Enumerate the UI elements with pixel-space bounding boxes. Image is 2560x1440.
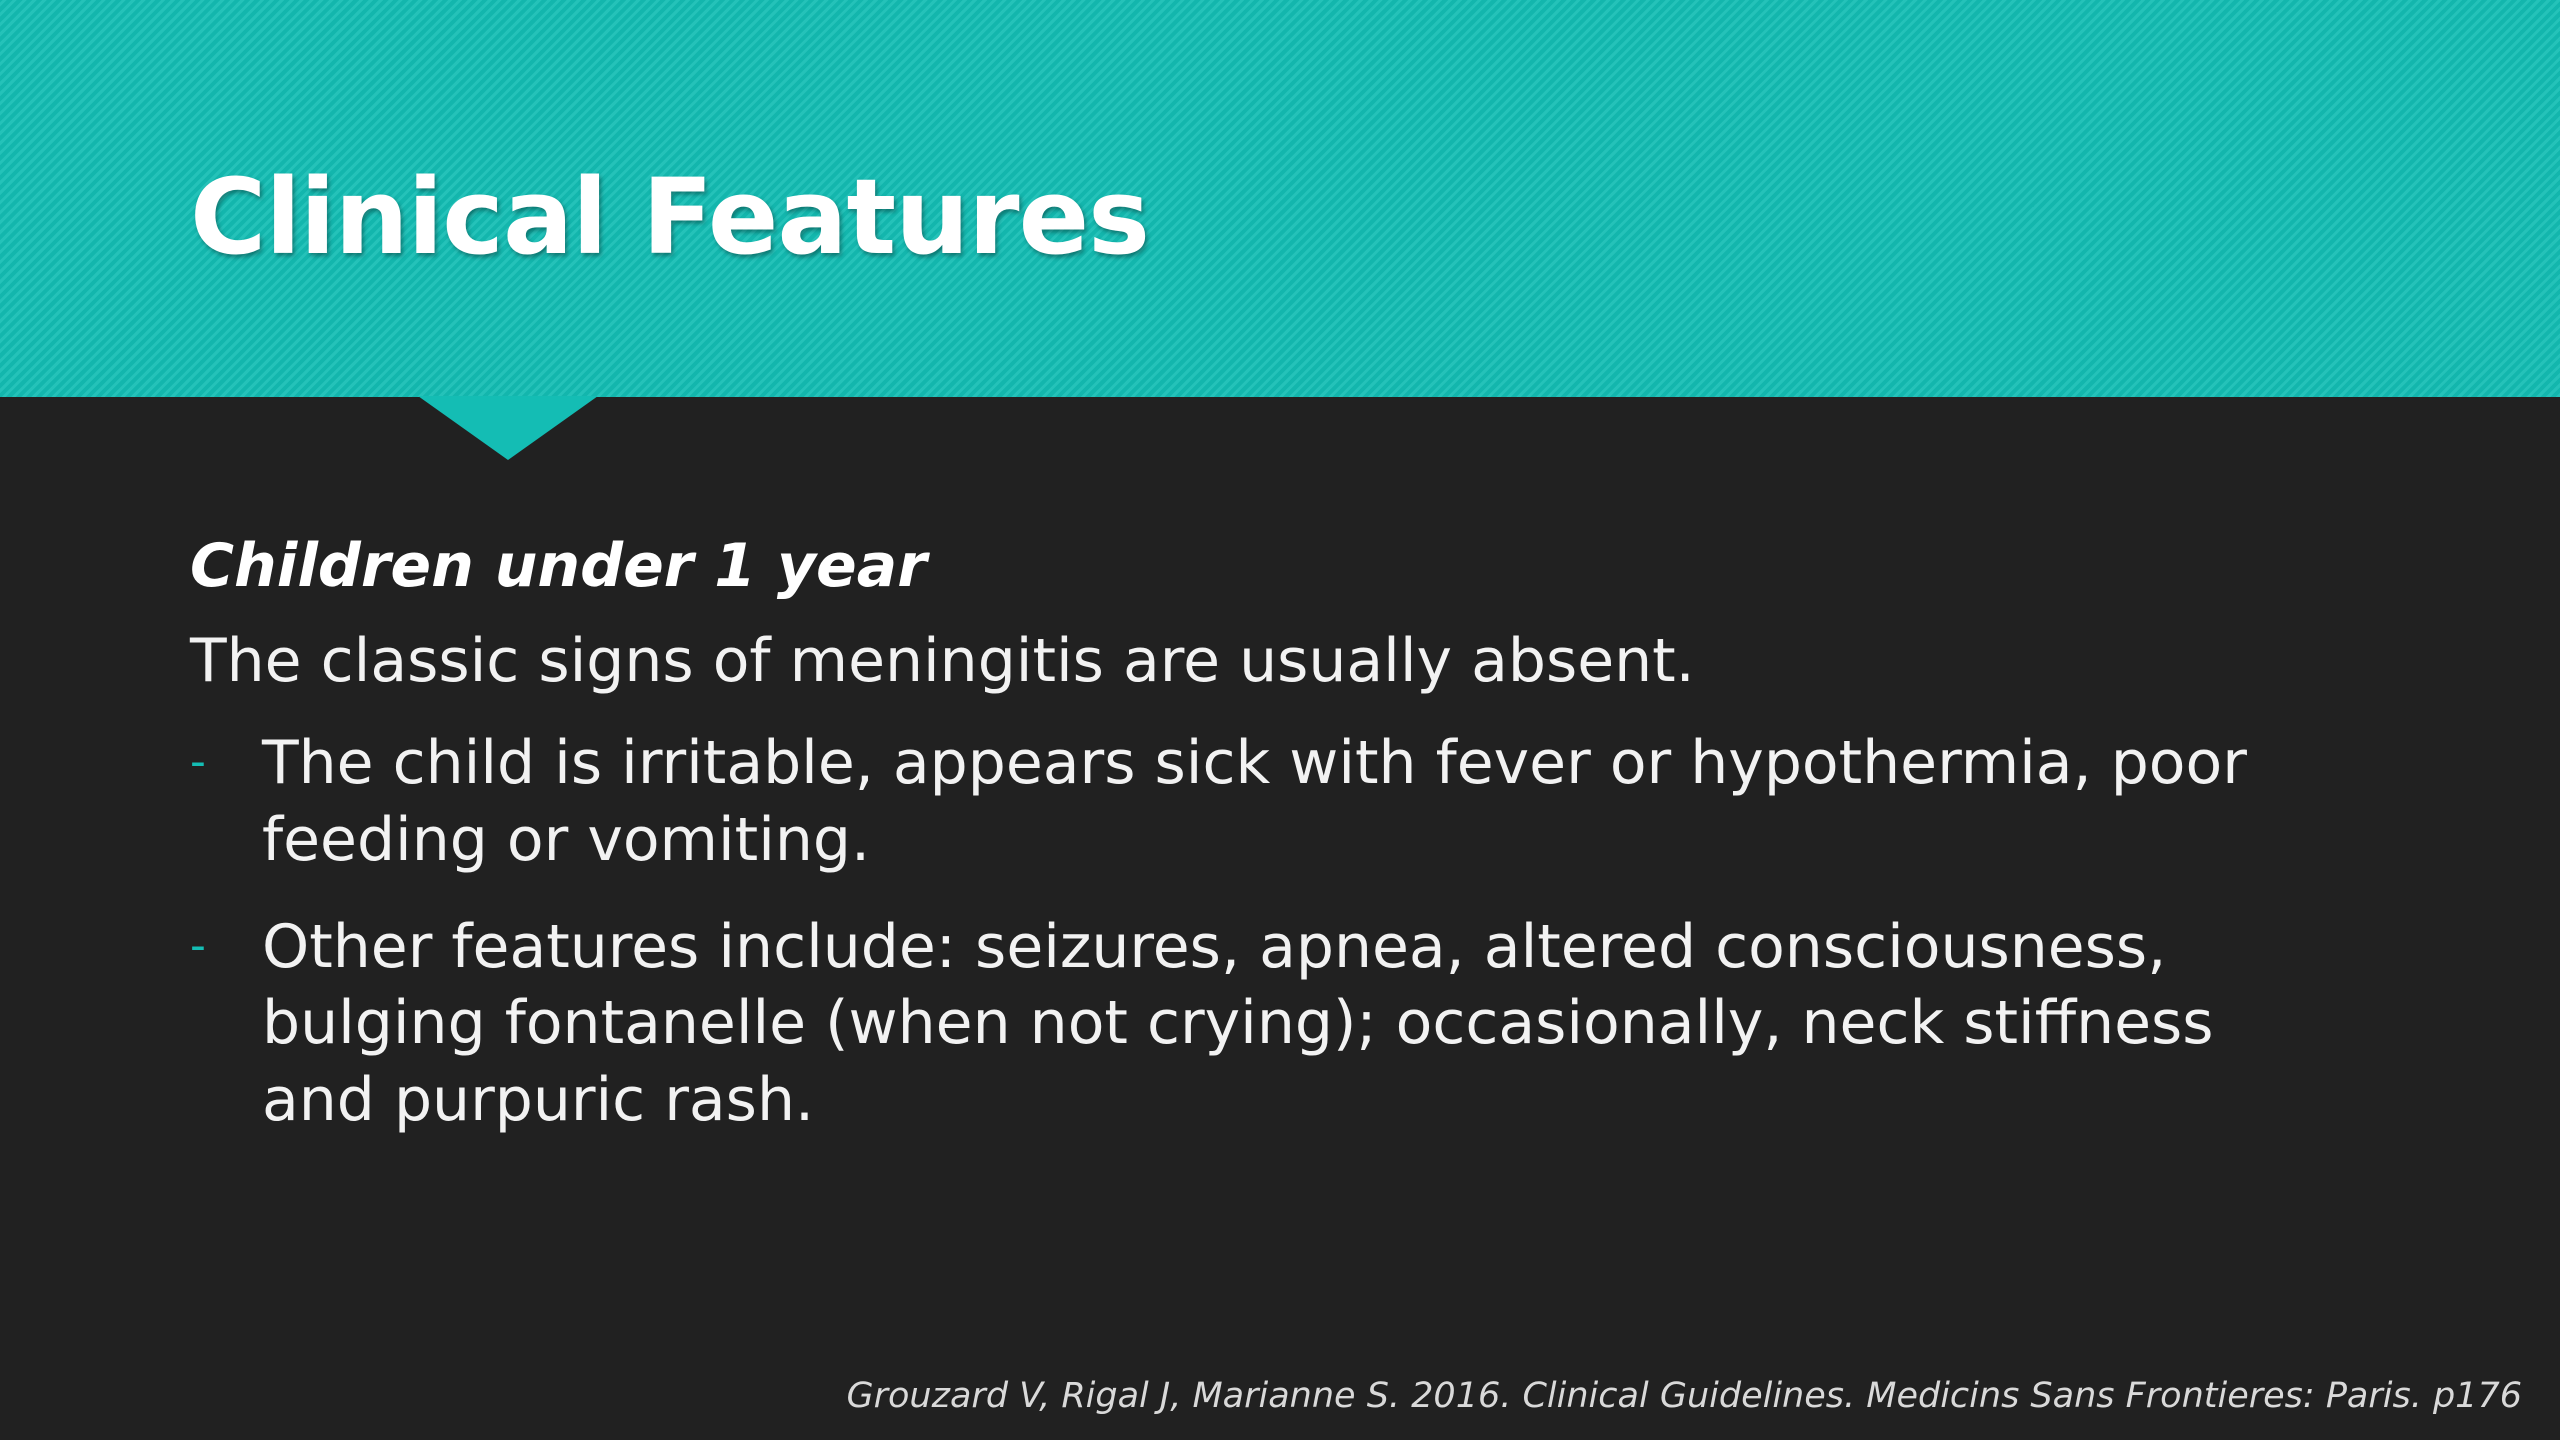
- slide-title: Clinical Features: [190, 156, 1150, 278]
- section-subheading: Children under 1 year: [190, 531, 927, 601]
- bullet-list: [190, 725, 2320, 1139]
- dash-bullet-icon: -: [190, 736, 206, 787]
- bullet-item: [190, 909, 2320, 1139]
- bullet-item: [190, 725, 2320, 879]
- bullet-text: The child is irritable, appears sick with fever or hypothermia, poor feeding or vomiting.: [262, 728, 2247, 875]
- intro-text: The classic signs of meningitis are usually absent.: [190, 626, 1695, 696]
- citation-footer: Grouzard V, Rigal J, Marianne S. 2016. Clinical Guidelines. Medicins Sans Frontieres: Paris. p176: [846, 1376, 2522, 1416]
- bullet-text: Other features include: seizures, apnea, altered consciousness, bulging fontanelle (when not crying); occasionally, neck stiffness and purpuric rash.: [262, 911, 2214, 1136]
- slide-body: [190, 530, 2320, 1169]
- dash-bullet-icon: -: [190, 919, 206, 971]
